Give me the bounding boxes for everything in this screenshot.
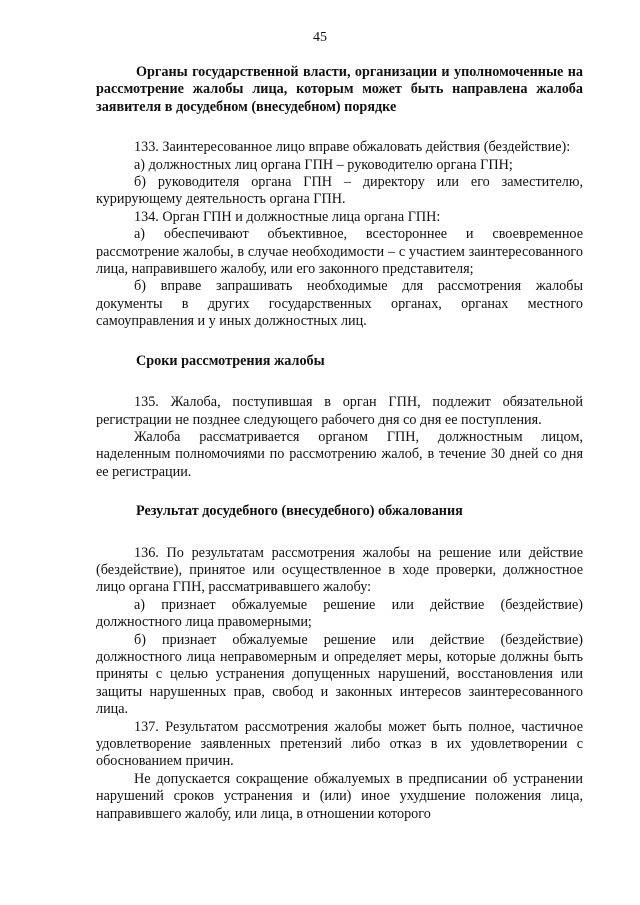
paragraph-135-review: Жалоба рассматривается органом ГПН, должностным лицом, наделенным полномочиями по рассмотрению жалоб, в течение 30 дней со дня ее регистрации. <box>96 428 583 480</box>
paragraph-136: 136. По результатам рассмотрения жалобы на решение или действие (бездействие), принятое или осуществленное в ходе проверки, должностное лицо органа ГПН, рассматривавшего жалобу: <box>96 544 583 596</box>
page-number: 45 <box>313 30 327 45</box>
section-heading-review-terms: Сроки рассмотрения жалобы <box>136 352 325 369</box>
paragraph-134: 134. Орган ГПН и должностные лица органа ГПН: <box>134 208 441 225</box>
paragraph-136-b: б) признает обжалуемые решение или действие (бездействие) должностного лица неправомерным и определяет меры, которые должны быть приняты с целью устранения допущенных нарушений, восстановления или защиты нарушенных прав, свобод и законных интересов заинтересованного лица. <box>96 631 583 718</box>
paragraph-133-b: б) руководителя органа ГПН – директору или его заместителю, курирующему деятельность органа ГПН. <box>96 174 583 208</box>
document-body <box>96 64 583 823</box>
section-heading-appeal-result: Результат досудебного (внесудебного) обжалования <box>136 503 463 520</box>
paragraph-134-a: а) обеспечивают объективное, всестороннее и своевременное рассмотрение жалобы, в случае необходимости – с участием заинтересованного лица, направившего жалобу, или его законного представителя; <box>96 226 583 278</box>
paragraph-137: 137. Результатом рассмотрения жалобы может быть полное, частичное удовлетворение заявленных претензий либо отказ в их удовлетворении с обоснованием причин. <box>96 718 583 770</box>
section-heading-complaint-bodies: Органы государственной власти, организации и уполномоченные на рассмотрение жалобы лица, которым может быть направлена жалоба заявителя в досудебном (внесудебном) порядке <box>96 64 583 115</box>
paragraph-133-a: а) должностных лиц органа ГПН – руководителю органа ГПН; <box>134 156 513 173</box>
paragraph-134-b: б) вправе запрашивать необходимые для рассмотрения жалобы документы в других государственных органах, органах местного самоуправления и у иных должностных лиц. <box>96 278 583 330</box>
paragraph-133: 133. Заинтересованное лицо вправе обжаловать действия (бездействие): <box>134 139 571 156</box>
paragraph-135: 135. Жалоба, поступившая в орган ГПН, подлежит обязательной регистрации не позднее следующего рабочего дня со дня ее поступления. <box>96 394 583 428</box>
paragraph-136-a: а) признает обжалуемые решение или действие (бездействие) должностного лица правомерными; <box>96 596 583 631</box>
paragraph-137-continued: Не допускается сокращение обжалуемых в предписании об устранении нарушений сроков устранения и (или) иное ухудшение положения лица, направившего жалобу, или лица, в отношении которого <box>96 770 583 822</box>
